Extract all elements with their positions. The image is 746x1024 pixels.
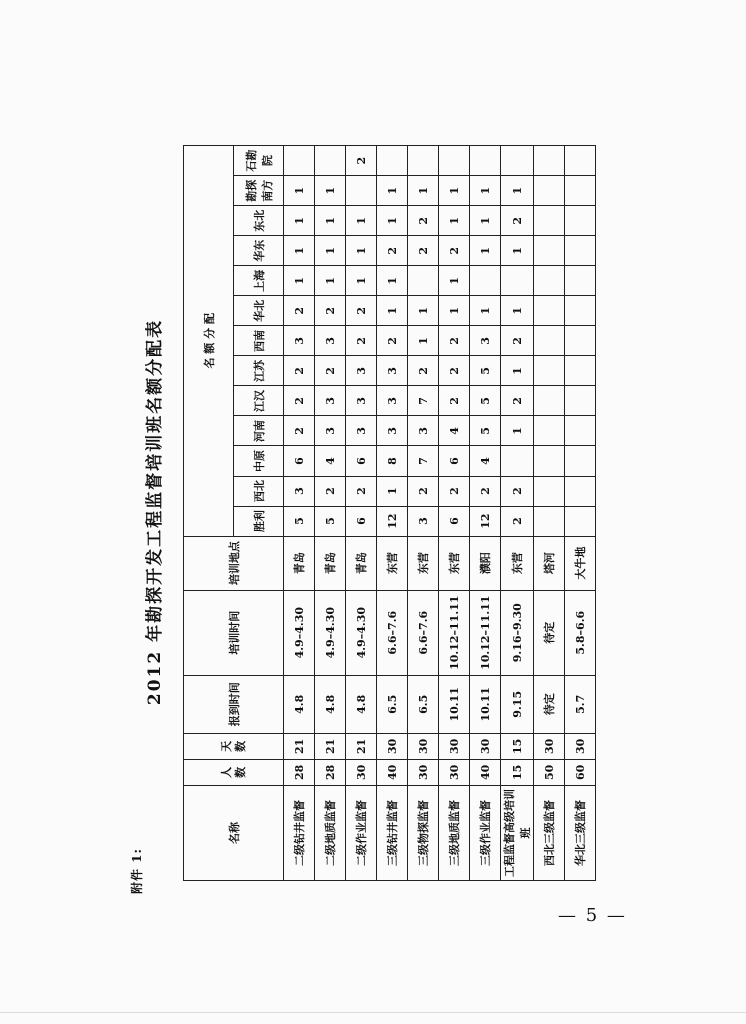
cell-report: 4.8 <box>284 675 315 733</box>
cell-quota <box>534 416 565 446</box>
cell-location: 青岛 <box>315 536 346 590</box>
cell-people: 30 <box>346 759 377 785</box>
cell-quota: 1 <box>315 176 346 206</box>
cell-quota: 2 <box>284 296 315 326</box>
cell-quota: 3 <box>377 386 408 416</box>
cell-quota: 1 <box>284 206 315 236</box>
cell-quota <box>534 266 565 296</box>
cell-quota: 1 <box>408 176 439 206</box>
cell-quota <box>534 176 565 206</box>
cell-quota <box>534 236 565 266</box>
cell-quota: 4 <box>439 416 470 446</box>
cell-train: 4.9–4.30 <box>284 590 315 675</box>
cell-days: 30 <box>470 733 501 759</box>
cell-name: 工程监督高级培训班 <box>501 785 534 880</box>
cell-quota: 1 <box>470 296 501 326</box>
unit-header-0: 胜利 <box>234 506 284 536</box>
page-number: — 5 — <box>558 905 627 926</box>
header-name: 名称 <box>184 785 284 880</box>
cell-quota: 1 <box>470 206 501 236</box>
cell-quota <box>534 386 565 416</box>
cell-quota <box>534 446 565 476</box>
cell-days: 21 <box>315 733 346 759</box>
unit-header-11: 勘探南方 <box>234 176 284 206</box>
cell-quota <box>377 146 408 176</box>
cell-quota: 1 <box>408 326 439 356</box>
unit-header-10: 东北 <box>234 206 284 236</box>
cell-quota <box>534 326 565 356</box>
cell-days: 30 <box>534 733 565 759</box>
attachment-label: 附件 1: <box>130 848 144 894</box>
cell-quota: 1 <box>377 476 408 506</box>
cell-people: 28 <box>315 759 346 785</box>
cell-days: 15 <box>501 733 534 759</box>
cell-name: 三级钻井监督 <box>377 785 408 880</box>
cell-location: 塔河 <box>534 536 565 590</box>
cell-quota: 1 <box>284 266 315 296</box>
cell-quota: 1 <box>315 266 346 296</box>
cell-quota <box>408 266 439 296</box>
table-row <box>346 146 377 881</box>
cell-days: 30 <box>408 733 439 759</box>
cell-quota: 1 <box>501 296 534 326</box>
unit-header-7: 华北 <box>234 296 284 326</box>
cell-quota: 2 <box>284 356 315 386</box>
header-report-time: 报到时间 <box>184 675 284 733</box>
cell-quota <box>501 266 534 296</box>
cell-days: 30 <box>377 733 408 759</box>
cell-quota: 2 <box>439 476 470 506</box>
unit-header-2: 中原 <box>234 446 284 476</box>
cell-quota: 5 <box>470 386 501 416</box>
cell-quota <box>439 146 470 176</box>
cell-people: 30 <box>439 759 470 785</box>
cell-train: 6.6–7.6 <box>377 590 408 675</box>
cell-quota: 1 <box>439 206 470 236</box>
cell-quota: 2 <box>501 386 534 416</box>
cell-location: 东营 <box>501 536 534 590</box>
cell-quota <box>565 446 596 476</box>
header-days-label: 天 数 <box>219 740 247 752</box>
cell-name: 三级作业监督 <box>470 785 501 880</box>
cell-train: 4.9–4.30 <box>346 590 377 675</box>
scan-edge <box>0 1012 746 1013</box>
table-body <box>284 146 596 881</box>
cell-report: 待定 <box>534 675 565 733</box>
table-row <box>501 146 534 881</box>
cell-quota: 3 <box>470 326 501 356</box>
cell-quota <box>534 296 565 326</box>
cell-location: 濮阳 <box>470 536 501 590</box>
cell-quota: 5 <box>470 416 501 446</box>
cell-quota: 6 <box>439 506 470 536</box>
cell-quota: 4 <box>470 446 501 476</box>
cell-report: 4.8 <box>346 675 377 733</box>
cell-quota: 3 <box>315 326 346 356</box>
unit-header-4: 江汉 <box>234 386 284 416</box>
cell-report: 6.5 <box>408 675 439 733</box>
cell-quota: 1 <box>501 176 534 206</box>
table-row <box>565 146 596 881</box>
cell-quota: 3 <box>408 506 439 536</box>
cell-quota: 1 <box>346 266 377 296</box>
cell-quota: 2 <box>439 236 470 266</box>
header-train-time: 培训时间 <box>184 590 284 675</box>
unit-header-1: 西北 <box>234 476 284 506</box>
cell-quota: 1 <box>346 236 377 266</box>
table-row <box>534 146 565 881</box>
cell-days: 30 <box>565 733 596 759</box>
cell-quota: 1 <box>284 176 315 206</box>
cell-quota: 6 <box>346 446 377 476</box>
cell-location: 大牛地 <box>565 536 596 590</box>
cell-quota: 1 <box>408 296 439 326</box>
cell-quota: 2 <box>377 236 408 266</box>
cell-quota: 3 <box>377 416 408 446</box>
table-row <box>408 146 439 881</box>
table-row <box>315 146 346 881</box>
cell-report: 9.15 <box>501 675 534 733</box>
cell-name: 西北三级监督 <box>534 785 565 880</box>
cell-days: 21 <box>284 733 315 759</box>
cell-quota: 2 <box>501 506 534 536</box>
table-row <box>284 146 315 881</box>
cell-quota: 1 <box>501 356 534 386</box>
cell-train: 10.12–11.11 <box>470 590 501 675</box>
page-title: 2012 年勘探开发工程监督培训班名额分配表 <box>145 318 165 706</box>
header-people-label: 人 数 <box>219 766 247 778</box>
cell-quota: 12 <box>377 506 408 536</box>
cell-train: 9.16–9.30 <box>501 590 534 675</box>
cell-quota: 2 <box>408 236 439 266</box>
cell-quota <box>315 146 346 176</box>
cell-quota: 2 <box>377 326 408 356</box>
cell-quota: 2 <box>439 326 470 356</box>
cell-report: 10.11 <box>470 675 501 733</box>
cell-quota: 2 <box>315 296 346 326</box>
cell-quota: 6 <box>284 446 315 476</box>
cell-quota: 2 <box>346 326 377 356</box>
unit-header-6: 西南 <box>234 326 284 356</box>
cell-quota <box>534 356 565 386</box>
cell-quota: 5 <box>284 506 315 536</box>
cell-people: 30 <box>408 759 439 785</box>
cell-quota: 3 <box>346 386 377 416</box>
cell-quota: 8 <box>377 446 408 476</box>
cell-location: 青岛 <box>284 536 315 590</box>
cell-train: 待定 <box>534 590 565 675</box>
cell-quota: 3 <box>315 386 346 416</box>
header-days <box>184 733 284 759</box>
table-row <box>470 146 501 881</box>
cell-quota: 6 <box>439 446 470 476</box>
header-location: 培训地点 <box>184 536 284 590</box>
cell-quota: 3 <box>284 476 315 506</box>
cell-quota <box>565 506 596 536</box>
cell-quota: 3 <box>346 416 377 446</box>
cell-quota: 7 <box>408 386 439 416</box>
cell-quota: 5 <box>315 506 346 536</box>
cell-quota <box>565 356 596 386</box>
cell-quota: 1 <box>315 236 346 266</box>
unit-header-3: 河南 <box>234 416 284 446</box>
cell-quota: 1 <box>284 236 315 266</box>
cell-quota: 2 <box>501 476 534 506</box>
cell-quota: 1 <box>346 206 377 236</box>
cell-quota: 2 <box>284 386 315 416</box>
cell-quota: 12 <box>470 506 501 536</box>
unit-header-8: 上海 <box>234 266 284 296</box>
cell-name: 二级地质监督 <box>315 785 346 880</box>
cell-quota: 2 <box>346 146 377 176</box>
cell-report: 5.7 <box>565 675 596 733</box>
cell-quota <box>565 266 596 296</box>
cell-quota <box>565 236 596 266</box>
cell-quota: 2 <box>408 206 439 236</box>
cell-quota: 3 <box>408 416 439 446</box>
cell-name: 三级地质监督 <box>439 785 470 880</box>
cell-name: 二级作业监督 <box>346 785 377 880</box>
cell-quota <box>534 476 565 506</box>
cell-name: 华北三级监督 <box>565 785 596 880</box>
unit-header-5: 江苏 <box>234 356 284 386</box>
cell-quota: 1 <box>501 236 534 266</box>
cell-quota: 1 <box>439 296 470 326</box>
cell-quota: 2 <box>346 476 377 506</box>
header-people <box>184 759 284 785</box>
cell-quota: 1 <box>501 416 534 446</box>
cell-days: 21 <box>346 733 377 759</box>
unit-header-9: 华东 <box>234 236 284 266</box>
cell-quota <box>470 146 501 176</box>
cell-location: 青岛 <box>346 536 377 590</box>
cell-days: 30 <box>439 733 470 759</box>
cell-quota: 2 <box>315 356 346 386</box>
cell-quota: 1 <box>439 176 470 206</box>
quota-table <box>183 145 596 881</box>
cell-quota <box>534 506 565 536</box>
cell-quota <box>565 176 596 206</box>
cell-quota: 1 <box>315 206 346 236</box>
cell-quota <box>565 476 596 506</box>
cell-quota: 5 <box>470 356 501 386</box>
cell-train: 5.8–6.6 <box>565 590 596 675</box>
cell-train: 10.12–11.11 <box>439 590 470 675</box>
cell-quota: 3 <box>377 356 408 386</box>
cell-quota: 3 <box>315 416 346 446</box>
cell-quota <box>565 206 596 236</box>
cell-quota <box>565 326 596 356</box>
cell-quota <box>565 146 596 176</box>
cell-quota: 3 <box>284 326 315 356</box>
cell-name: 三级物探监督 <box>408 785 439 880</box>
header-quota-group: 名 额 分 配 <box>184 146 234 537</box>
cell-people: 28 <box>284 759 315 785</box>
cell-quota <box>501 146 534 176</box>
cell-people: 50 <box>534 759 565 785</box>
cell-quota: 7 <box>408 446 439 476</box>
cell-quota <box>534 206 565 236</box>
cell-quota <box>565 386 596 416</box>
table-row <box>439 146 470 881</box>
cell-name: 二级钻井监督 <box>284 785 315 880</box>
cell-quota: 2 <box>470 476 501 506</box>
cell-quota: 1 <box>470 236 501 266</box>
cell-quota: 1 <box>377 296 408 326</box>
cell-train: 4.9–4.30 <box>315 590 346 675</box>
cell-train: 6.6–7.6 <box>408 590 439 675</box>
cell-quota: 1 <box>377 206 408 236</box>
cell-quota <box>284 146 315 176</box>
cell-quota <box>565 296 596 326</box>
cell-people: 40 <box>377 759 408 785</box>
cell-quota <box>565 416 596 446</box>
cell-report: 6.5 <box>377 675 408 733</box>
cell-quota: 2 <box>284 416 315 446</box>
cell-quota: 2 <box>408 476 439 506</box>
cell-quota <box>534 146 565 176</box>
cell-location: 东营 <box>377 536 408 590</box>
cell-quota: 2 <box>315 476 346 506</box>
cell-people: 40 <box>470 759 501 785</box>
cell-location: 东营 <box>439 536 470 590</box>
cell-quota: 1 <box>377 266 408 296</box>
cell-quota: 6 <box>346 506 377 536</box>
cell-quota: 1 <box>470 176 501 206</box>
cell-quota <box>501 446 534 476</box>
cell-quota: 2 <box>408 356 439 386</box>
cell-quota: 2 <box>501 206 534 236</box>
cell-quota <box>470 266 501 296</box>
cell-report: 10.11 <box>439 675 470 733</box>
cell-quota <box>346 176 377 206</box>
cell-location: 东营 <box>408 536 439 590</box>
cell-quota: 1 <box>377 176 408 206</box>
cell-people: 15 <box>501 759 534 785</box>
table-row <box>377 146 408 881</box>
cell-quota: 2 <box>439 386 470 416</box>
cell-quota: 2 <box>501 326 534 356</box>
cell-people: 60 <box>565 759 596 785</box>
cell-quota: 4 <box>315 446 346 476</box>
cell-quota: 2 <box>439 356 470 386</box>
cell-quota <box>408 146 439 176</box>
unit-header-12: 石勘院 <box>234 146 284 176</box>
cell-quota: 2 <box>346 296 377 326</box>
cell-quota: 1 <box>439 266 470 296</box>
cell-quota: 3 <box>346 356 377 386</box>
cell-report: 4.8 <box>315 675 346 733</box>
